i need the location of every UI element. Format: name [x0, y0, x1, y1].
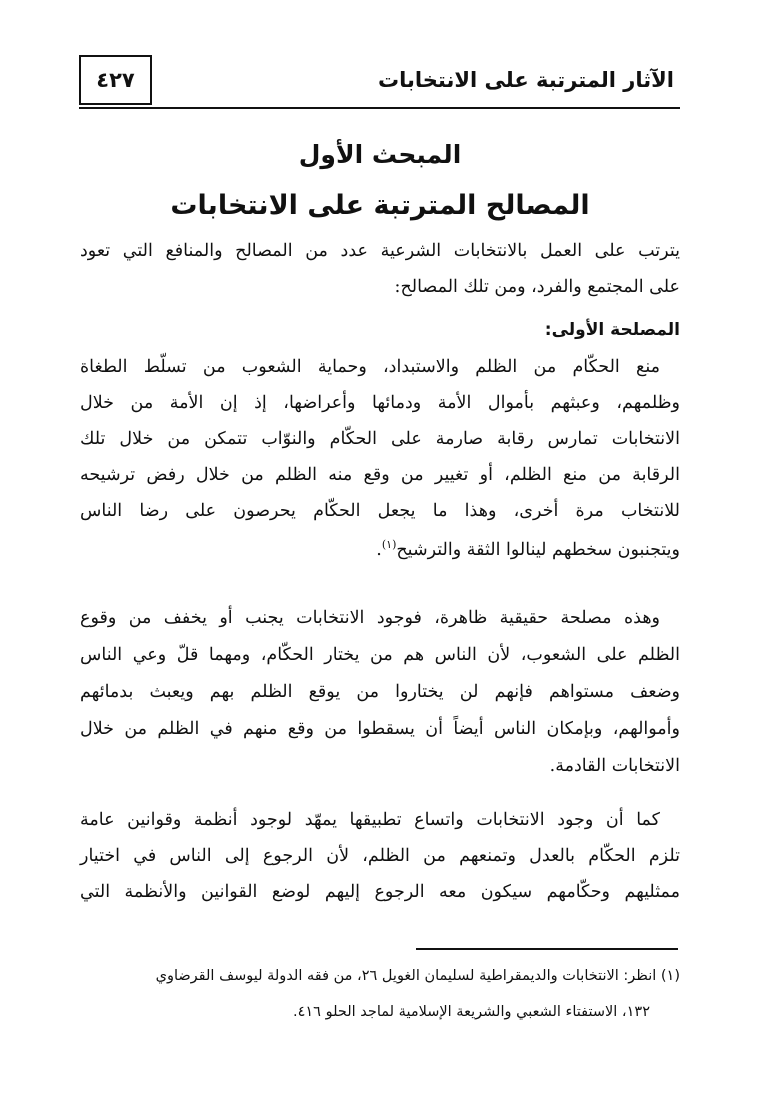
footnote-divider [416, 948, 678, 950]
footnote-line: ١٣٢، الاستفتاء الشعبي والشريعة الإسلامية لماجد الحلو ٤١٦. [292, 1004, 650, 1020]
text-line: الرقابة من منع الظلم، أو تغيير من وقع منه الظلم من خلال رفض ترشيحه [80, 465, 680, 485]
text-line: منع الحكّام من الظلم والاستبداد، وحماية الشعوب من تسلّط الطغاة [80, 357, 660, 377]
section-heading: المبحث الأول [298, 140, 462, 169]
text-line: الانتخابات القادمة. [549, 756, 680, 776]
page-number-box [79, 55, 152, 105]
text-line-with-ref: ويتجنبون سخطهم لينالوا الثقة والترشيح$^{(١)}$. [376, 538, 680, 560]
text-line: وظلمهم، وعبثهم بأموال الأمة ودمائها وأعراضها، إذ إن الأمة من خلال [80, 393, 680, 413]
footnote-line: (١) انظر: الانتخابات والديمقراطية لسليمان الغويل ٢٦، من فقه الدولة ليوسف القرضاوي [155, 968, 680, 984]
text-line: وأموالهم، وبإمكان الناس أيضاً أن يسقطوا من وقع منهم في الظلم من خلال [80, 719, 680, 739]
section-title: المصالح المترتبة على الانتخابات [170, 190, 590, 221]
text-line: على المجتمع والفرد، ومن تلك المصالح: [394, 277, 680, 297]
text-line: يترتب على العمل بالانتخابات الشرعية عدد من المصالح والمنافع التي تعود [80, 241, 680, 261]
text-line: الانتخابات تمارس رقابة صارمة على الحكّام والنوّاب تتمكن من خلال تلك [80, 429, 680, 449]
footnote-reference: (١) [381, 538, 397, 551]
paragraph-2 [80, 610, 680, 800]
text-line: تلزم الحكّام بالعدل وتمنعهم من الظلم، لأن الرجوع إلى الناس في اختيار [80, 846, 680, 866]
text-line: وهذه مصلحة حقيقية ظاهرة، فوجود الانتخابات يجنب أو يخفف من وقوع [80, 608, 660, 628]
intro-paragraph [80, 243, 680, 303]
subheading-first-benefit: المصلحة الأولى: [544, 320, 680, 340]
text-line: الظلم على الشعوب، لأن الناس هم من يختار الحكّام، ومهما قلّ وعي الناس [80, 645, 680, 665]
text-segment: ويتجنبون سخطهم لينالوا الثقة والترشيح [396, 539, 680, 560]
page-number: ٤٢٧ [96, 68, 135, 92]
text-line: وضعف مستواهم فإنهم لن يختاروا من يوقع الظلم بهم ويعبث بدمائهم [80, 682, 680, 702]
paragraph-3 [80, 812, 680, 922]
text-line: ممثليهم وحكّامهم سيكون معه الرجوع إليهم لوضع القوانين والأنظمة التي [80, 882, 680, 902]
text-line: للانتخاب مرة أخرى، وهذا ما يجعل الحكّام يحرصون على رضا الناس [80, 501, 680, 521]
text-line: كما أن وجود الانتخابات واتساع تطبيقها يمهّد لوجود أنظمة وقوانين عامة [80, 810, 660, 830]
paragraph-1 [80, 359, 680, 599]
header-divider [79, 107, 680, 109]
running-header-title: الآثار المترتبة على الانتخابات [378, 68, 674, 92]
